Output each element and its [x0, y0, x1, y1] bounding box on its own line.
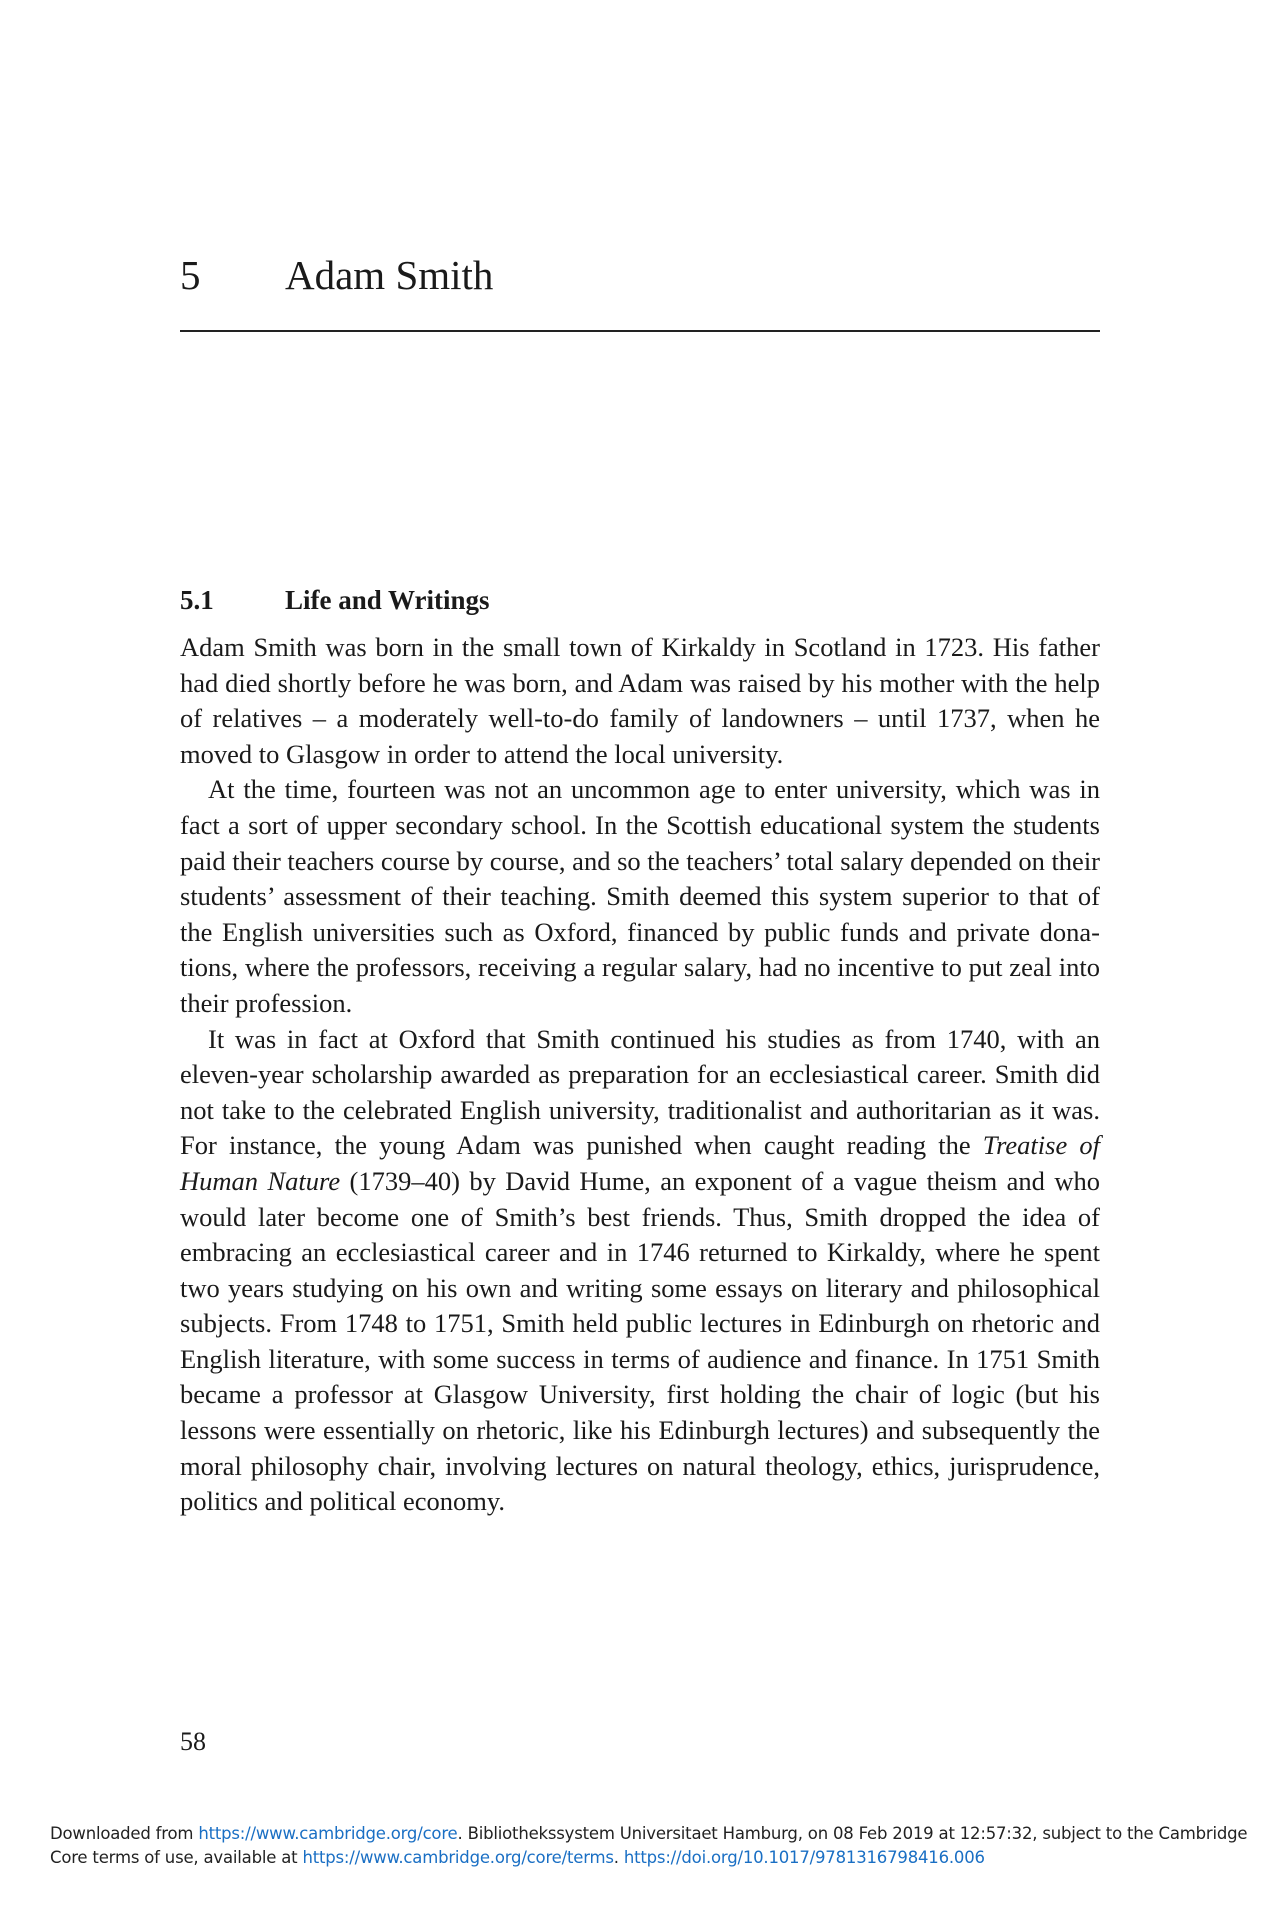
footer-separator: .	[613, 1848, 624, 1867]
paragraph-3-text-before: It was in fact at Oxford that Smith continued his studies as from 1740, with an eleven-year scholarship awarded as preparation for an ecclesiastical career. Smith did not take to the celebrated English university, traditionalist and authoritarian as it was. For instance, the young Adam was punished when caught reading the	[180, 1023, 1100, 1161]
footer-middle: . Bibliothekssystem Universitaet Hamburg, on 08 Feb 2019 at 12:57:32, subject to the Cambridge Core terms of use, available at	[50, 1824, 1248, 1867]
page-number: 58	[180, 1727, 206, 1756]
doi-link[interactable]: https://doi.org/10.1017/9781316798416.006	[623, 1848, 985, 1867]
paragraph-3-text-after: (1739–40) by David Hume, an exponent of a vague theism and who would later become one of Smith’s best friends. Thus, Smith dropped the idea of embracing an ecclesiastical career and in 1746 returned to Kirkaldy, where he spent two years studying on his own and writing some essays on literary and philosophical subjects. From 1748 to 1751, Smith held public lectures in Edinburgh on rhetoric and English literature, with some success in terms of audience and finance. In 1751 Smith became a professor at Glasgow University, first holding the chair of logic (but his lessons were essentially on rhetoric, like his Edinburgh lectures) and subsequently the moral philosophy chair, involving lectures on natural theology, ethics, jurisprudence, politics and political economy.	[180, 1165, 1100, 1517]
cambridge-core-link[interactable]: https://www.cambridge.org/core	[198, 1824, 458, 1843]
book-title-treatise: Treatise of Human Nature	[180, 1130, 1100, 1196]
paragraph-1: Adam Smith was born in the small town of Kirkaldy in Scotland in 1723. His father had died shortly before he was born, and Adam was raised by his mother with the help of relatives – a moderately well-to-do family of landowners – until 1737, when he moved to Glasgow in order to attend the local university.	[180, 632, 1100, 769]
paragraph-3	[180, 1022, 1100, 1520]
section-title: Life and Writings	[285, 585, 490, 615]
section-number: 5.1	[180, 585, 214, 615]
footer-prefix: Downloaded from	[50, 1824, 199, 1843]
chapter-title: Adam Smith	[285, 252, 494, 298]
cambridge-terms-link[interactable]: https://www.cambridge.org/core/terms	[302, 1848, 614, 1867]
chapter-heading	[180, 250, 1100, 332]
body-text	[180, 630, 1100, 1520]
paragraph-2: At the time, fourteen was not an uncommon age to enter university, which was in fact a sort of upper secondary school. In the Scottish educational system the students paid their teachers course by course, and so the teachers’ total salary depended on their students’ assessment of their teaching. Smith deemed this system superior to that of the English universities such as Oxford, financed by public funds and private donations, where the professors, receiving a regular salary, had no incentive to put zeal into their profession.	[180, 774, 1101, 1018]
download-footer	[50, 1822, 1250, 1870]
chapter-number: 5	[180, 252, 201, 298]
